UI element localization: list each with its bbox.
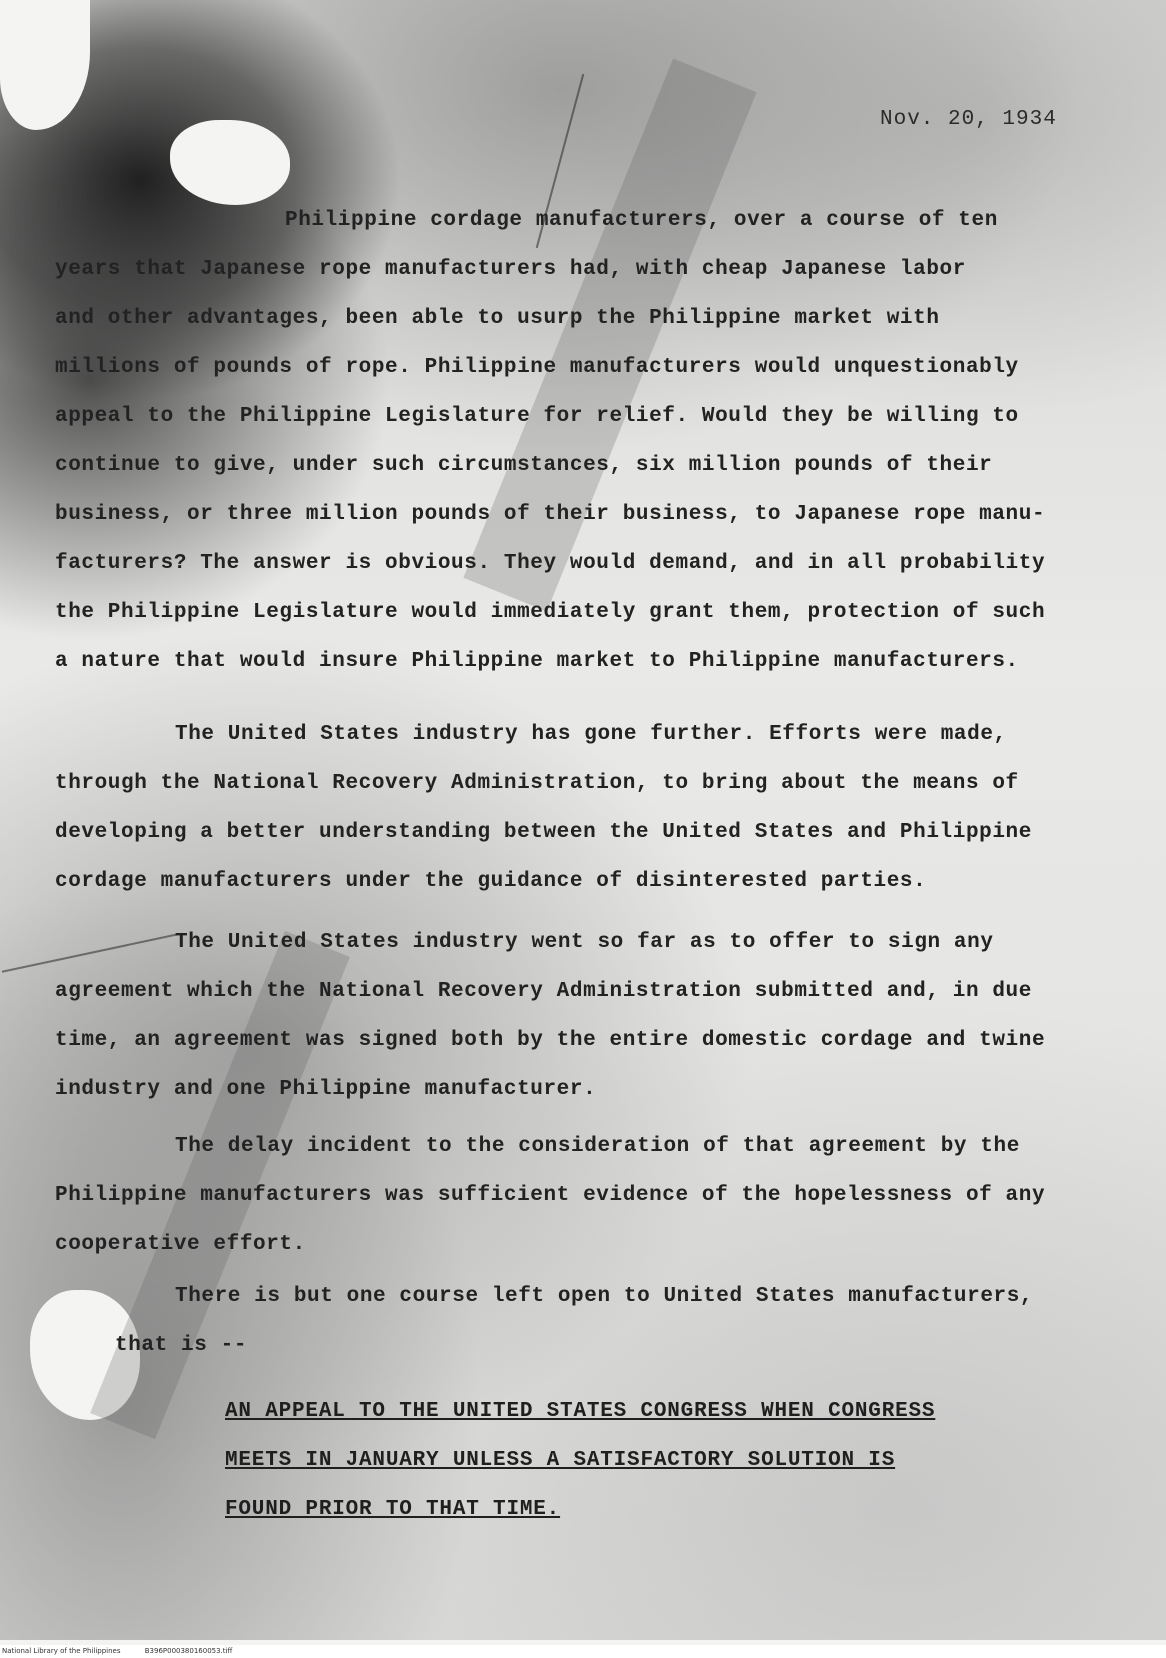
- text-line: appeal to the Philippine Legislature for relief. Would they be willing to: [55, 405, 1019, 428]
- text-line: facturers? The answer is obvious. They would demand, and in all probability: [55, 552, 1046, 575]
- text-line: business, or three million pounds of their business, to Japanese rope manu-: [55, 503, 1046, 526]
- text-line: There is but one course left open to United States manufacturers,: [175, 1285, 1034, 1308]
- text-line: the Philippine Legislature would immediately grant them, protection of such: [55, 601, 1046, 624]
- paragraph-4: [55, 1122, 1065, 1269]
- scan-footer: [0, 1645, 1166, 1658]
- text-line: developing a better understanding between the United States and Philippine: [55, 821, 1032, 844]
- closing-statement: [225, 1387, 985, 1534]
- text-line: millions of pounds of rope. Philippine manufacturers would unquestionably: [55, 356, 1019, 379]
- letter-date: Nov. 20, 1934: [880, 108, 1057, 131]
- text-line: Philippine cordage manufacturers, over a course of ten: [285, 209, 998, 232]
- closing-line: FOUND PRIOR TO THAT TIME.: [225, 1498, 561, 1521]
- closing-line: MEETS IN JANUARY UNLESS A SATISFACTORY SOLUTION IS: [225, 1449, 896, 1472]
- paragraph-5: [55, 1272, 1065, 1370]
- text-line: a nature that would insure Philippine market to Philippine manufacturers.: [55, 650, 1019, 673]
- text-line: Philippine manufacturers was sufficient evidence of the hopelessness of any: [55, 1184, 1046, 1207]
- text-line: The delay incident to the consideration of that agreement by the: [175, 1135, 1020, 1158]
- paragraph-2: [55, 710, 1065, 906]
- text-line: cordage manufacturers under the guidance of disinterested parties.: [55, 870, 927, 893]
- text-line: that is --: [115, 1334, 248, 1357]
- text-line: through the National Recovery Administration, to bring about the means of: [55, 772, 1019, 795]
- text-line: continue to give, under such circumstances, six million pounds of their: [55, 454, 993, 477]
- text-line: time, an agreement was signed both by the entire domestic cordage and twine: [55, 1029, 1046, 1052]
- text-line: cooperative effort.: [55, 1233, 306, 1256]
- torn-hole: [170, 120, 290, 205]
- text-line: agreement which the National Recovery Administration submitted and, in due: [55, 980, 1032, 1003]
- text-line: The United States industry went so far as to offer to sign any: [175, 931, 994, 954]
- paragraph-3: [55, 918, 1065, 1114]
- library-credit: National Library of the Philippines: [2, 1647, 121, 1655]
- file-name: B396P000380160053.tiff: [144, 1647, 233, 1655]
- text-line: and other advantages, been able to usurp the Philippine market with: [55, 307, 940, 330]
- text-line: The United States industry has gone further. Efforts were made,: [175, 723, 1007, 746]
- closing-line: AN APPEAL TO THE UNITED STATES CONGRESS WHEN CONGRESS: [225, 1400, 936, 1423]
- text-line: years that Japanese rope manufacturers had, with cheap Japanese labor: [55, 258, 966, 281]
- paragraph-1: [55, 196, 1065, 686]
- torn-hole: [0, 0, 90, 130]
- text-line: industry and one Philippine manufacturer.: [55, 1078, 597, 1101]
